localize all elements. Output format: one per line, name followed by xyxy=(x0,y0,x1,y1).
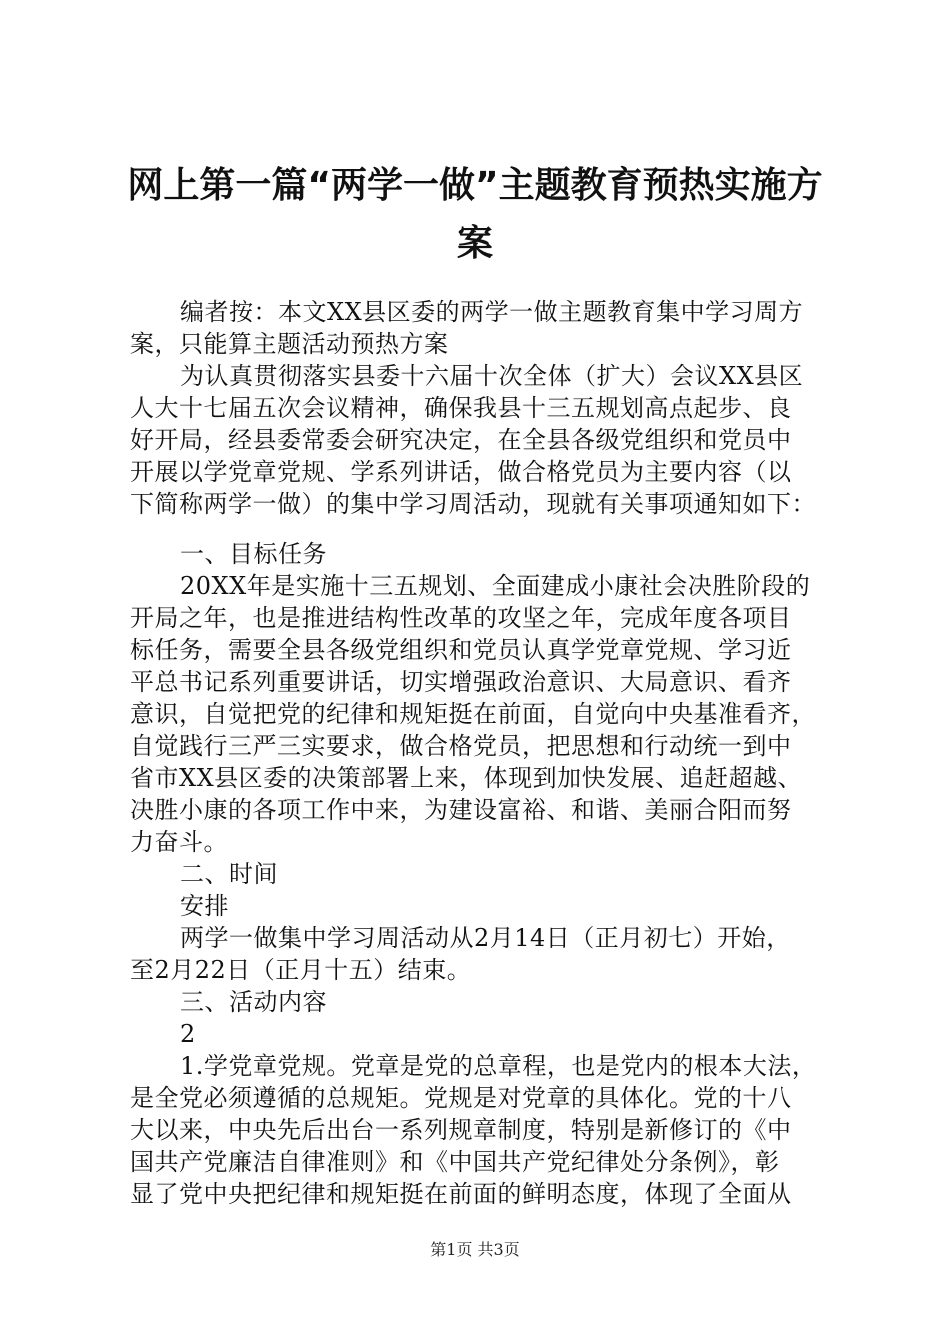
body-line: 编者按：本文XX县区委的两学一做主题教育集中学习周方 xyxy=(180,298,804,326)
body-line: 1.学党章党规。党章是党的总章程，也是党内的根本大法， xyxy=(180,1052,817,1080)
body-line: 案，只能算主题活动预热方案 xyxy=(130,330,449,358)
body-line: 至2月22日（正月十五）结束。 xyxy=(130,956,472,984)
section-heading: 二、时间 xyxy=(180,860,278,888)
body-line: 国共产党廉洁自律准则》和《中国共产党纪律处分条例》，彰 xyxy=(130,1148,780,1176)
document-title-line-1: 网上第一篇“两学一做”主题教育预热实施方 xyxy=(127,165,823,206)
document-title-line-2: 案 xyxy=(456,223,493,264)
body-line: 决胜小康的各项工作中来，为建设富裕、和谐、美丽合阳而努 xyxy=(130,796,792,824)
section-heading: 三、活动内容 xyxy=(180,988,327,1016)
body-line: 大以来，中央先后出台一系列规章制度，特别是新修订的《中 xyxy=(130,1116,792,1144)
body-line: 开局之年，也是推进结构性改革的攻坚之年，完成年度各项目 xyxy=(130,604,792,632)
body-line: 意识，自觉把党的纪律和规矩挺在前面，自觉向中央基准看齐， xyxy=(130,700,816,728)
body-line: 平总书记系列重要讲话，切实增强政治意识、大局意识、看齐 xyxy=(130,668,792,696)
body-line: 好开局，经县委常委会研究决定，在全县各级党组织和党员中 xyxy=(130,426,792,454)
body-line: 自觉践行三严三实要求，做合格党员，把思想和行动统一到中 xyxy=(130,732,792,760)
body-line: 为认真贯彻落实县委十六届十次全体（扩大）会议XX县区 xyxy=(180,362,804,390)
body-line: 安排 xyxy=(180,892,229,920)
body-line: 下简称两学一做）的集中学习周活动，现就有关事项通知如下： xyxy=(130,490,816,518)
body-line: 两学一做集中学习周活动从2月14日（正月初七）开始， xyxy=(180,924,791,952)
body-line: 力奋斗。 xyxy=(130,828,228,856)
body-line: 标任务，需要全县各级党组织和党员认真学党章党规、学习近 xyxy=(130,636,792,664)
section-heading: 一、目标任务 xyxy=(180,540,327,568)
body-line: 显了党中央把纪律和规矩挺在前面的鲜明态度，体现了全面从 xyxy=(130,1180,792,1208)
body-line: 2 xyxy=(180,1020,196,1048)
body-line: 是全党必须遵循的总规矩。党规是对党章的具体化。党的十八 xyxy=(130,1084,792,1112)
page-footer: 第1页 共3页 xyxy=(430,1240,520,1259)
body-line: 开展以学党章党规、学系列讲话，做合格党员为主要内容（以 xyxy=(130,458,792,486)
body-line: 人大十七届五次会议精神，确保我县十三五规划高点起步、良 xyxy=(130,394,792,422)
body-line: 省市XX县区委的决策部署上来，体现到加快发展、追赶超越、 xyxy=(130,764,803,792)
body-line: 20XX年是实施十三五规划、全面建成小康社会决胜阶段的 xyxy=(180,572,811,600)
